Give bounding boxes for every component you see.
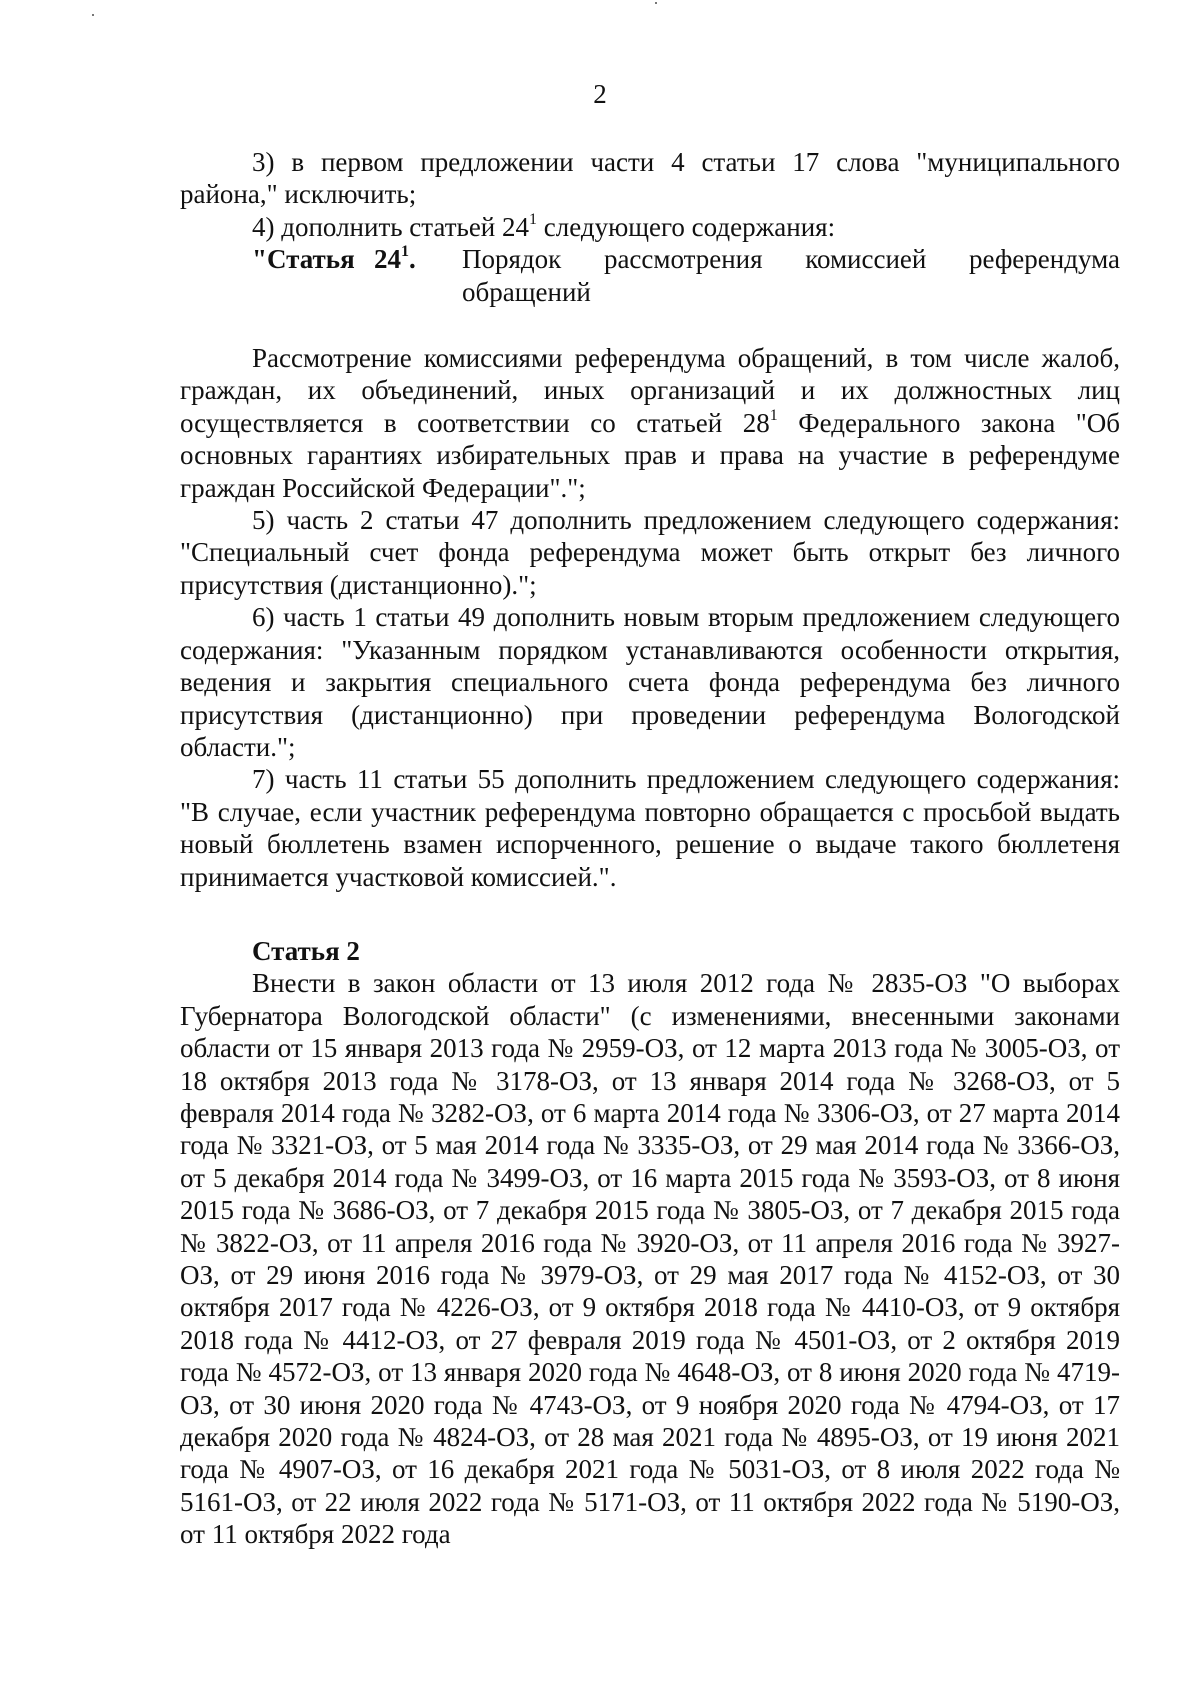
page-number: 2 bbox=[593, 79, 607, 109]
item-4-text-end: следующего содержания: bbox=[537, 211, 836, 242]
scan-speck bbox=[655, 2, 657, 4]
article-label-number: 24 bbox=[374, 244, 401, 275]
inserted-article-title: Порядок рассмотрения комиссией референдума обращений bbox=[462, 244, 1120, 307]
item-7: 7) часть 11 статьи 55 дополнить предложением следующего содержания: "В случае, если участник референдума повторно обращается с просьбой выдать новый бюллетень взамен испорченного, решение о выдаче такого бюллетеня принимается участковой комиссией.". bbox=[180, 764, 1120, 892]
item-4-text: 4) дополнить статьей 24 bbox=[252, 211, 530, 242]
item-6: 6) часть 1 статьи 49 дополнить новым вторым предложением следующего содержания: "Указанным порядком устанавливаются особенности открытия, ведения и закрытия специального счета фонда референдума без личного присутствия (дистанционно) при проведении референдума Вологодской области."; bbox=[180, 602, 1120, 762]
inserted-article-label bbox=[252, 243, 462, 308]
article-text-part-end: Федерального закона "Об основных гарантиях избирательных прав и права на участие в референдуме граждан Российской Федерации"."; bbox=[180, 407, 1120, 503]
spacer bbox=[180, 308, 1120, 342]
article-label-word: "Статья bbox=[252, 244, 355, 275]
spacer bbox=[180, 893, 1120, 935]
scan-speck bbox=[92, 14, 94, 16]
superscript: 1 bbox=[529, 210, 538, 228]
superscript: 1 bbox=[401, 243, 409, 261]
superscript: 1 bbox=[769, 406, 778, 424]
article-2-text: Внести в закон области от 13 июля 2012 года № 2835-ОЗ "О выборах Губернатора Вологодской области" (с изменениями, внесенными законами области от 15 января 2013 года № 2959-ОЗ, от 12 марта 2013 года № 3005-ОЗ, от 18 октября 2013 года № 3178-ОЗ, от 13 января 2014 года № 3268-ОЗ, от 5 февраля 2014 года № 3282-ОЗ, от 6 марта 2014 года № 3306-ОЗ, от 27 марта 2014 года № 3321-ОЗ, от 5 мая 2014 года № 3335-ОЗ, от 29 мая 2014 года № 3366-ОЗ, от 5 декабря 2014 года № 3499-ОЗ, от 16 марта 2015 года № 3593-ОЗ, от 8 июня 2015 года № 3686-ОЗ, от 7 декабря 2015 года № 3805-ОЗ, от 7 декабря 2015 года № 3822-ОЗ, от 11 апреля 2016 года № 3920-ОЗ, от 11 апреля 2016 года № 3927-ОЗ, от 29 июня 2016 года № 3979-ОЗ, от 29 мая 2017 года № 4152-ОЗ, от 30 октября 2017 года № 4226-ОЗ, от 9 октября 2018 года № 4410-ОЗ, от 9 октября 2018 года № 4412-ОЗ, от 27 февраля 2019 года № 4501-ОЗ, от 2 октября 2019 года № 4572-ОЗ, от 13 января 2020 года № 4648-ОЗ, от 8 июня 2020 года № 4719-ОЗ, от 30 июня 2020 года № 4743-ОЗ, от 9 ноября 2020 года № 4794-ОЗ, от 17 декабря 2020 года № 4824-ОЗ, от 28 мая 2021 года № 4895-ОЗ, от 19 июня 2021 года № 4907-ОЗ, от 16 декабря 2021 года № 5031-ОЗ, от 8 июля 2022 года № 5161-ОЗ, от 22 июля 2022 года № 5171-ОЗ, от 11 октября 2022 года № 5190-ОЗ, от 11 октября 2022 года bbox=[180, 968, 1120, 1550]
article-label-dot: . bbox=[409, 244, 416, 275]
inserted-article-heading bbox=[180, 243, 1120, 308]
document-body bbox=[180, 146, 1120, 1551]
item-4 bbox=[180, 211, 1120, 243]
inserted-article-text bbox=[180, 342, 1120, 504]
article-text-part: Рассмотрение комиссиями референдума обращений, в том числе жалоб, граждан, их объединений, иных организаций и их должностных лиц осуществляется в соответствии со статьей 28 bbox=[180, 343, 1120, 438]
article-2-heading: Статья 2 bbox=[252, 935, 360, 966]
item-3: 3) в первом предложении части 4 статьи 17 слова "муниципального района," исключить; bbox=[180, 147, 1120, 210]
item-5: 5) часть 2 статьи 47 дополнить предложением следующего содержания: "Специальный счет фонда референдума может быть открыт без личного присутствия (дистанционно)."; bbox=[180, 505, 1120, 600]
